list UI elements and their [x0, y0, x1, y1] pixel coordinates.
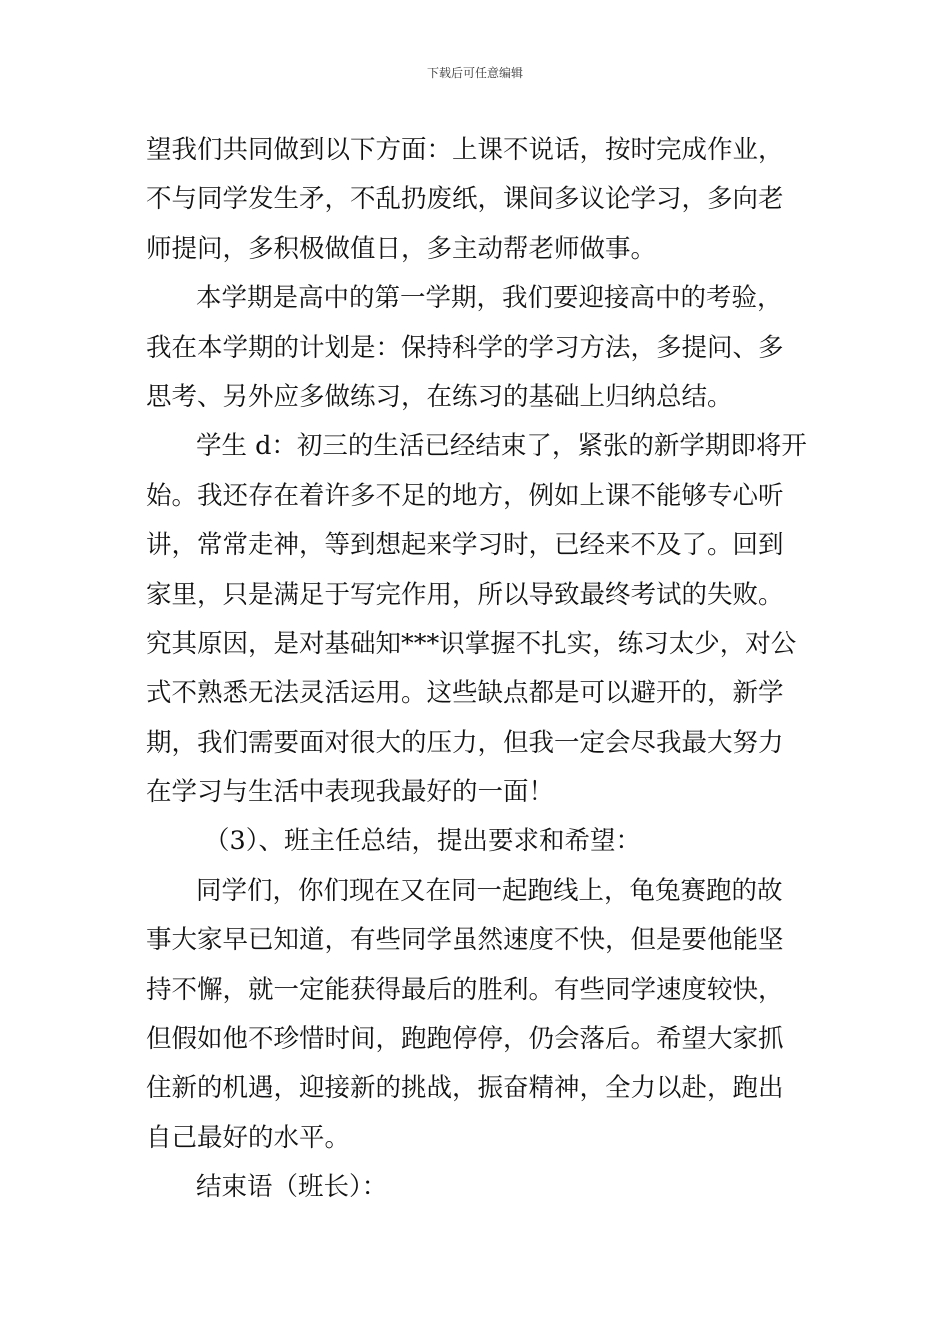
- text-line: 家里，只是满足于写完作用，所以导致最终考试的失败。: [146, 579, 784, 610]
- text-line: 自己最好的水平。: [146, 1122, 351, 1153]
- text-line: 我在本学期的计划是：保持科学的学习方法，多提问、多: [146, 332, 784, 363]
- text-line: 望我们共同做到以下方面：上课不说话，按时完成作业，: [146, 135, 784, 165]
- paragraph-start-line: 同学们，你们现在又在同一起跑线上，龟兔赛跑的故: [196, 875, 783, 906]
- text-line: 式不熟悉无法灵活运用。这些缺点都是可以避开的，新学: [146, 678, 784, 709]
- paragraph-start-line: 学生 d：初三的生活已经结束了，紧张的新学期即将开: [196, 431, 807, 462]
- text-line: 持不懈，就一定能获得最后的胜利。有些同学速度较快，: [146, 974, 784, 1005]
- text-line: 讲，常常走神，等到想起来学习时，已经来不及了。回到: [146, 530, 784, 561]
- text-line: 师提问，多积极做值日，多主动帮老师做事。: [146, 233, 657, 264]
- section-heading-line: （3）、班主任总结，提出要求和希望：: [204, 826, 641, 857]
- text-line: 始。我还存在着许多不足的地方，例如上课不能够专心听: [146, 480, 784, 511]
- text-line: 不与同学发生矛，不乱扔废纸，课间多议论学习，多向老: [146, 184, 784, 215]
- page-header-note: 下载后可任意编辑: [426, 66, 523, 80]
- closing-heading-line: 结束语（班长）：: [196, 1172, 388, 1203]
- text-line: 思考、另外应多做练习，在练习的基础上归纳总结。: [146, 381, 733, 412]
- text-line: 究其原因，是对基础知***识掌握不扎实，练习太少，对公: [146, 628, 797, 659]
- paragraph-start-line: 本学期是高中的第一学期，我们要迎接高中的考验，: [196, 283, 783, 314]
- text-line: 在学习与生活中表现我最好的一面！: [146, 777, 555, 808]
- text-line: 住新的机遇，迎接新的挑战，振奋精神，全力以赴，跑出: [146, 1073, 784, 1104]
- text-line: 但假如他不珍惜时间，跑跑停停，仍会落后。希望大家抓: [146, 1024, 784, 1055]
- text-line: 事大家早已知道，有些同学虽然速度不快，但是要他能坚: [146, 925, 784, 956]
- document-body: [146, 126, 810, 1213]
- text-line: 期，我们需要面对很大的压力，但我一定会尽我最大努力: [146, 727, 784, 758]
